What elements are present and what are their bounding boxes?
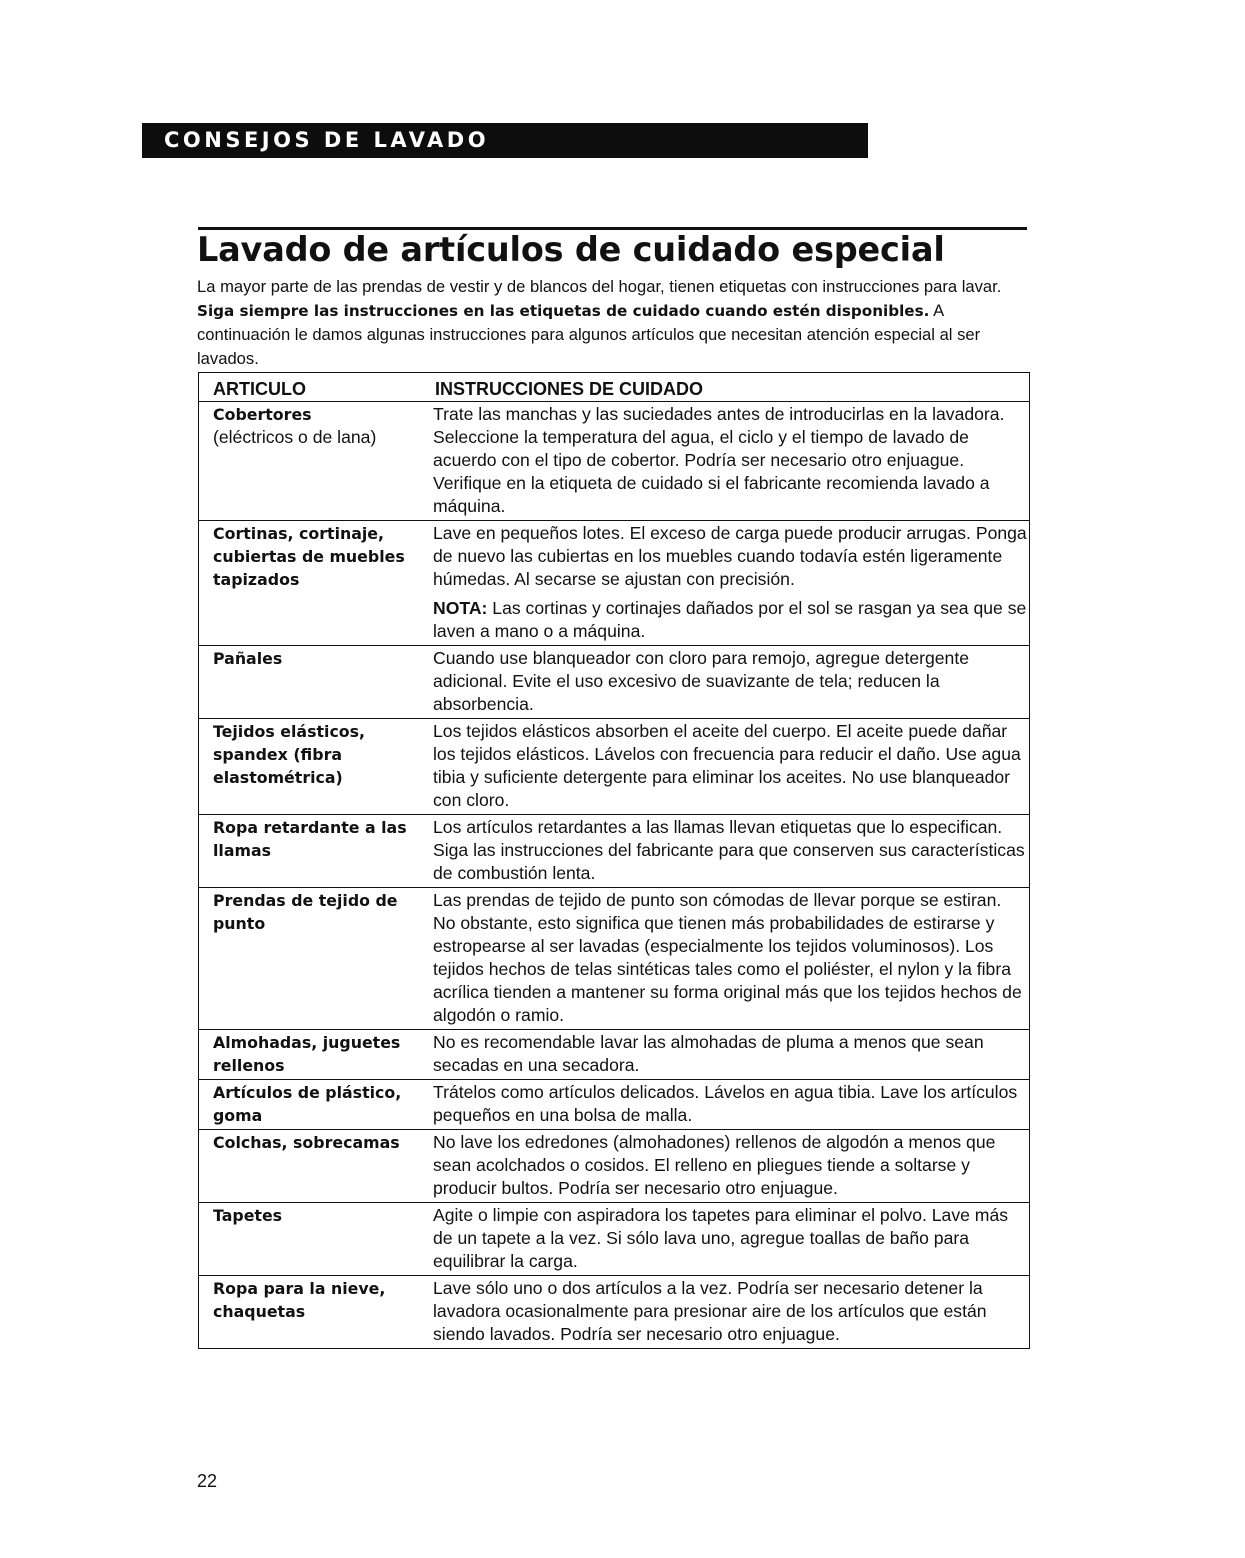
instructions-cell: Los artículos retardantes a las llamas llevan etiquetas que lo especifican. Siga las instrucciones del fabricante para que conserven sus características de combustión lenta. bbox=[421, 815, 1030, 888]
intro-text-1: La mayor parte de las prendas de vestir y de blancos del hogar, tienen etiquetas con instrucciones para lavar. bbox=[197, 277, 1002, 296]
table-row bbox=[199, 1276, 1030, 1349]
instructions-cell bbox=[421, 521, 1030, 646]
instructions-cell: Trátelos como artículos delicados. Lávelos en agua tibia. Lave los artículos pequeños en una bolsa de malla. bbox=[421, 1080, 1030, 1130]
article-cell: Prendas de tejido de punto bbox=[199, 888, 422, 1030]
header-article: ARTICULO bbox=[199, 373, 422, 402]
article-cell: Ropa retardante a las llamas bbox=[199, 815, 422, 888]
table-header-row bbox=[199, 373, 1030, 402]
instructions-cell: Lave sólo uno o dos artículos a la vez. Podría ser necesario detener la lavadora ocasionalmente para presionar aire de los artículos que están siendo lavados. Podría ser necesario otro enjuague. bbox=[421, 1276, 1030, 1349]
care-instructions-table bbox=[198, 372, 1030, 1349]
instructions-cell: Las prendas de tejido de punto son cómodas de llevar porque se estiran. No obstante, esto significa que tienen más probabilidades de estirarse y estropearse al ser lavadas (especialmente los tejidos voluminosos). Los tejidos hechos de telas sintéticas tales como el poliéster, el nylon y la fibra acrílica tienden a mantener su forma original más que los tejidos hechos de algodón o ramio. bbox=[421, 888, 1030, 1030]
intro-bold-text: Siga siempre las instrucciones en las etiquetas de cuidado cuando estén disponibles. bbox=[197, 302, 930, 320]
table-row bbox=[199, 719, 1030, 815]
article-cell: Tapetes bbox=[199, 1203, 422, 1276]
article-cell: Almohadas, juguetes rellenos bbox=[199, 1030, 422, 1080]
table-row bbox=[199, 402, 1030, 521]
instructions-cell: No lave los edredones (almohadones) rellenos de algodón a menos que sean acolchados o cosidos. El relleno en pliegues tiende a soltarse y producir bultos. Podría ser necesario otro enjuague. bbox=[421, 1130, 1030, 1203]
instructions-text: Lave en pequeños lotes. El exceso de carga puede producir arrugas. Ponga de nuevo las cubiertas en los muebles cuando todavía estén ligeramente húmedas. Al secarse se ajustan con precisión. bbox=[433, 523, 1027, 589]
table-row bbox=[199, 1130, 1030, 1203]
table-row bbox=[199, 815, 1030, 888]
section-banner: CONSEJOS DE LAVADO bbox=[142, 123, 868, 158]
article-subtitle: (eléctricos o de lana) bbox=[213, 427, 377, 447]
instructions-cell: Trate las manchas y las suciedades antes de introducirlas en la lavadora. Seleccione la temperatura del agua, el ciclo y el tiempo de lavado de acuerdo con el tipo de cobertor. Podría ser necesario otro enjuague. Verifique en la etiqueta de cuidado si el fabricante recomienda lavado a máquina. bbox=[421, 402, 1030, 521]
intro-text-2: A continuación le damos algunas instrucciones para algunos artículos que necesitan atención especial al ser lavados. bbox=[197, 301, 981, 368]
table-row bbox=[199, 1203, 1030, 1276]
article-name: Cobertores bbox=[213, 405, 312, 424]
note-text bbox=[433, 597, 1027, 643]
header-instructions: INSTRUCCIONES DE CUIDADO bbox=[421, 373, 1030, 402]
instructions-cell: Los tejidos elásticos absorben el aceite del cuerpo. El aceite puede dañar los tejidos elásticos. Lávelos con frecuencia para reducir el daño. Use agua tibia y suficiente detergente para eliminar los aceites. No use blanqueador con cloro. bbox=[421, 719, 1030, 815]
page-title: Lavado de artículos de cuidado especial bbox=[197, 230, 945, 269]
table-row bbox=[199, 1080, 1030, 1130]
table-row bbox=[199, 521, 1030, 646]
article-cell: Pañales bbox=[199, 646, 422, 719]
instructions-cell: No es recomendable lavar las almohadas de pluma a menos que sean secadas en una secadora. bbox=[421, 1030, 1030, 1080]
article-cell: Ropa para la nieve, chaquetas bbox=[199, 1276, 422, 1349]
article-cell: Artículos de plástico, goma bbox=[199, 1080, 422, 1130]
table-row bbox=[199, 888, 1030, 1030]
note-body: Las cortinas y cortinajes dañados por el sol se rasgan ya sea que se laven a mano o a máquina. bbox=[433, 598, 1027, 641]
page-number: 22 bbox=[197, 1471, 218, 1491]
table-row bbox=[199, 646, 1030, 719]
intro-paragraph bbox=[197, 275, 1017, 371]
article-cell bbox=[199, 402, 422, 521]
instructions-cell: Agite o limpie con aspiradora los tapetes para eliminar el polvo. Lave más de un tapete a la vez. Si sólo lava uno, agregue toallas de baño para equilibrar la carga. bbox=[421, 1203, 1030, 1276]
instructions-cell: Cuando use blanqueador con cloro para remojo, agregue detergente adicional. Evite el uso excesivo de suavizante de tela; reducen la absorbencia. bbox=[421, 646, 1030, 719]
note-label: NOTA: bbox=[433, 598, 488, 618]
article-cell: Colchas, sobrecamas bbox=[199, 1130, 422, 1203]
article-cell: Tejidos elásticos, spandex (fibra elastométrica) bbox=[199, 719, 422, 815]
article-cell: Cortinas, cortinaje, cubiertas de muebles tapizados bbox=[199, 521, 422, 646]
table-row bbox=[199, 1030, 1030, 1080]
